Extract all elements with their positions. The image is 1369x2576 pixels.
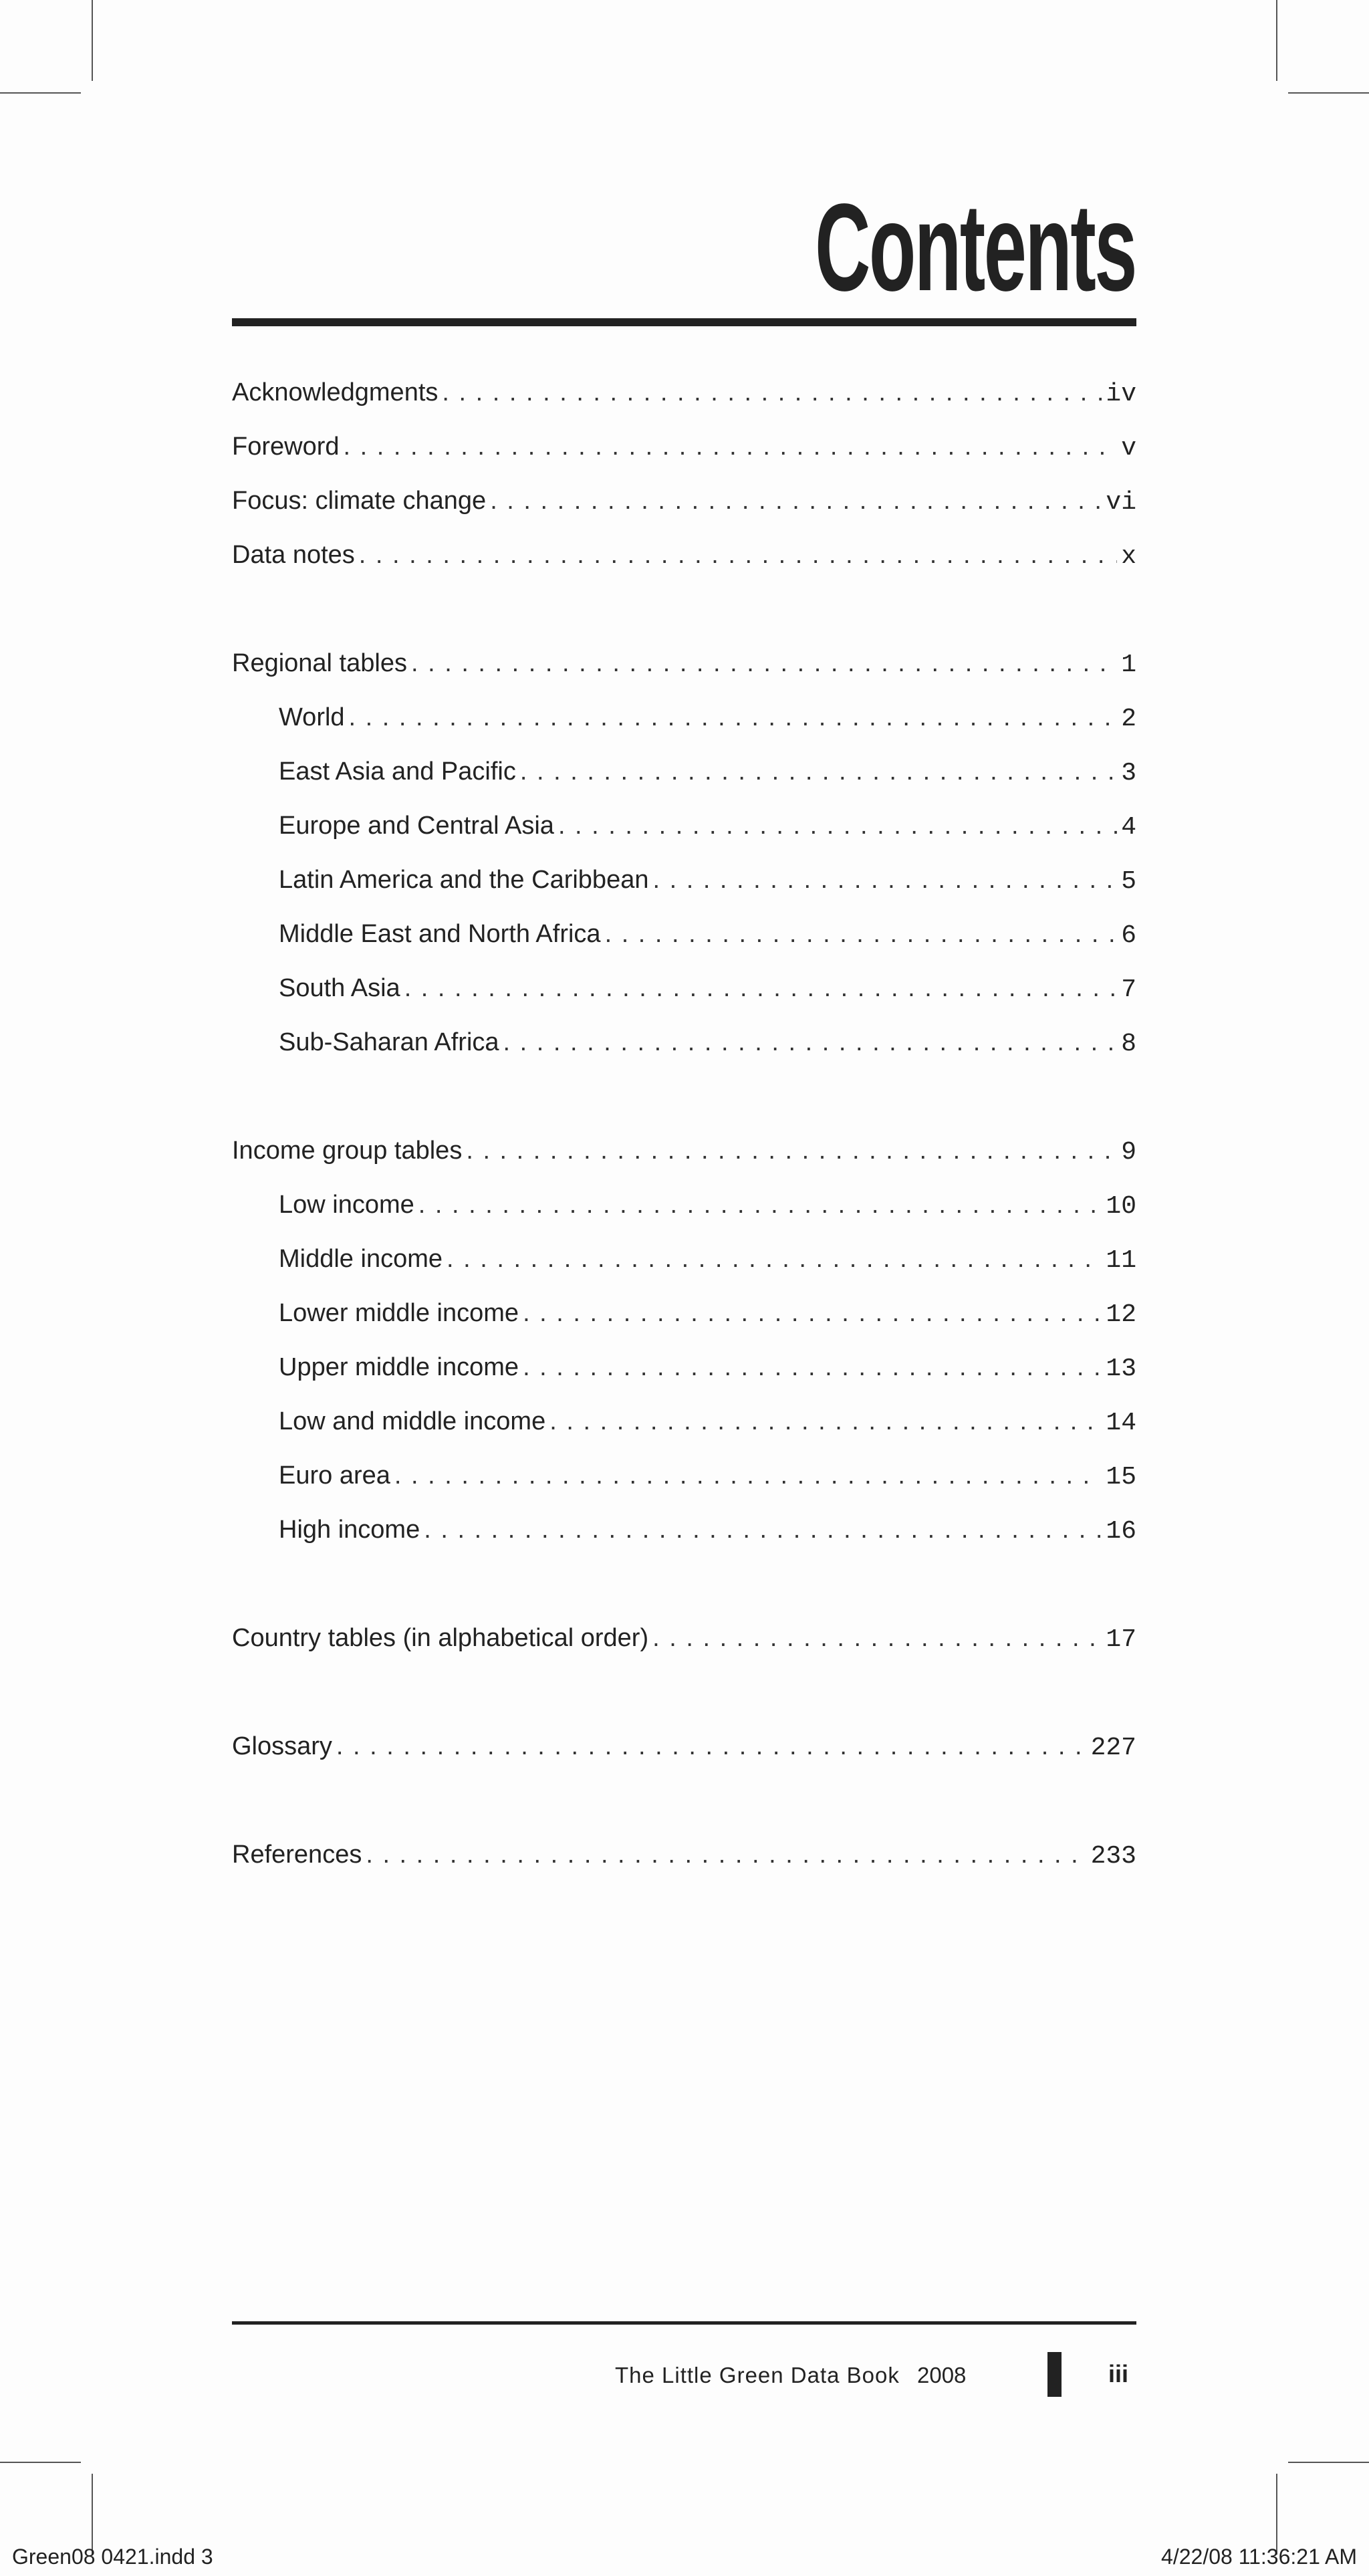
toc-label: References [232,1841,362,1869]
toc-label: Upper middle income [279,1353,519,1381]
toc-page-number: 14 [1106,1409,1136,1437]
toc-entry-income-group-tables[interactable] [232,1124,1136,1178]
toc-page-number: 8 [1121,1030,1136,1058]
toc-page-number: 11 [1106,1246,1136,1275]
dot-leader [520,745,1117,799]
toc-entry-south-asia[interactable] [232,961,1136,1016]
toc-label: World [279,703,345,731]
toc-entry-world[interactable] [232,691,1136,745]
dot-leader [605,907,1118,961]
crop-mark-bottom-left-horizontal [0,2462,81,2463]
toc-label: Middle East and North Africa [279,920,601,948]
toc-label: Regional tables [232,649,407,677]
dot-leader [404,961,1118,1016]
dot-leader [359,528,1117,582]
dot-leader [549,1395,1102,1449]
crop-mark-bottom-right-vertical [1276,2474,1277,2555]
dot-leader [394,1449,1102,1503]
dot-leader [442,366,1102,420]
dot-leader [652,1611,1102,1665]
toc-entry-sub-saharan-africa[interactable] [232,1016,1136,1070]
dot-leader [366,1828,1086,1882]
toc-page-number: 1 [1121,651,1136,679]
toc-label: Foreword [232,433,340,461]
toc-page-number: v [1121,434,1136,463]
toc-page-number: 9 [1121,1138,1136,1167]
dot-leader [411,636,1117,691]
toc-label: Low income [279,1191,414,1219]
dot-leader [523,1340,1102,1395]
toc-entry-upper-middle-income[interactable] [232,1340,1136,1395]
toc-entry-low-and-middle-income[interactable] [232,1395,1136,1449]
dot-leader [558,799,1117,853]
toc-entry-data-notes[interactable] [232,528,1136,582]
toc-entry-high-income[interactable] [232,1503,1136,1557]
dot-leader [424,1503,1102,1557]
footer-book-title: The Little Green Data Book [615,2363,900,2387]
toc-label: Data notes [232,541,355,569]
toc-label: Low and middle income [279,1407,546,1435]
toc-page-number: 12 [1106,1300,1136,1329]
toc-page-number: 4 [1121,813,1136,842]
toc-page-number: 5 [1121,867,1136,896]
page-title: Contents [815,179,1136,317]
toc-entry-east-asia-pacific[interactable] [232,745,1136,799]
toc-page-number: 227 [1090,1734,1136,1762]
toc-label: East Asia and Pacific [279,757,516,786]
dot-leader [490,474,1102,528]
dot-leader [503,1016,1118,1070]
toc-label: Middle income [279,1245,443,1273]
toc-entry-focus-climate-change[interactable] [232,474,1136,528]
toc-page-number: vi [1106,488,1136,517]
footer-year: 2008 [917,2363,967,2387]
toc-page-number: 2 [1121,705,1136,733]
toc-entry-references[interactable] [232,1828,1136,1882]
dot-leader [447,1232,1102,1286]
toc-page-number: 15 [1106,1463,1136,1492]
crop-mark-bottom-right-horizontal [1288,2462,1369,2463]
toc-page-number: 10 [1106,1192,1136,1221]
crop-mark-bottom-left-vertical [92,2474,93,2555]
toc-page-number: 16 [1106,1517,1136,1546]
crop-mark-top-right-horizontal [1288,92,1369,94]
dot-leader [344,420,1118,474]
crop-mark-top-left-vertical [92,0,93,81]
dot-leader [418,1178,1102,1232]
footer-bar-marker [1047,2352,1062,2397]
slug-file-name: Green08 0421.indd 3 [12,2545,213,2569]
crop-mark-top-left-horizontal [0,92,81,94]
toc-entry-lower-middle-income[interactable] [232,1286,1136,1340]
toc-entry-middle-east-north-africa[interactable] [232,907,1136,961]
dot-leader [349,691,1118,745]
toc-page-number: 3 [1121,759,1136,788]
toc-entry-latin-america-caribbean[interactable] [232,853,1136,907]
toc-label: Acknowledgments [232,378,439,406]
toc-entry-middle-income[interactable] [232,1232,1136,1286]
dot-leader [466,1124,1117,1178]
toc-label: South Asia [279,974,400,1002]
toc-page-number: iv [1106,380,1136,408]
toc-label: Lower middle income [279,1299,519,1327]
toc-label: High income [279,1516,420,1544]
crop-mark-top-right-vertical [1276,0,1277,81]
toc-label: Latin America and the Caribbean [279,866,649,894]
dot-leader [652,853,1117,907]
dot-leader [523,1286,1102,1340]
toc-page-number: 6 [1121,921,1136,950]
toc-page-number: 17 [1106,1625,1136,1654]
toc-entry-euro-area[interactable] [232,1449,1136,1503]
toc-page-number: 13 [1106,1355,1136,1383]
footer-rule [232,2321,1136,2325]
footer-page-number: iii [1108,2360,1129,2387]
toc-entry-acknowledgments[interactable] [232,366,1136,420]
toc-label: Europe and Central Asia [279,812,554,840]
toc-entry-europe-central-asia[interactable] [232,799,1136,853]
toc-entry-foreword[interactable] [232,420,1136,474]
toc-page-number: 233 [1090,1842,1136,1871]
toc-label: Country tables (in alphabetical order) [232,1624,649,1652]
table-of-contents [232,366,1136,1882]
toc-label: Euro area [279,1461,390,1490]
toc-label: Focus: climate change [232,487,487,515]
toc-label: Glossary [232,1732,332,1760]
toc-label: Income group tables [232,1137,463,1165]
toc-label: Sub-Saharan Africa [279,1028,499,1056]
toc-page-number: x [1121,542,1136,571]
title-rule [232,318,1136,326]
toc-entry-country-tables[interactable] [232,1611,1136,1665]
toc-entry-glossary[interactable] [232,1720,1136,1774]
toc-entry-regional-tables[interactable] [232,636,1136,691]
dot-leader [336,1720,1087,1774]
slug-datetime: 4/22/08 11:36:21 AM [1161,2545,1357,2569]
toc-page-number: 7 [1121,975,1136,1004]
toc-entry-low-income[interactable] [232,1178,1136,1232]
